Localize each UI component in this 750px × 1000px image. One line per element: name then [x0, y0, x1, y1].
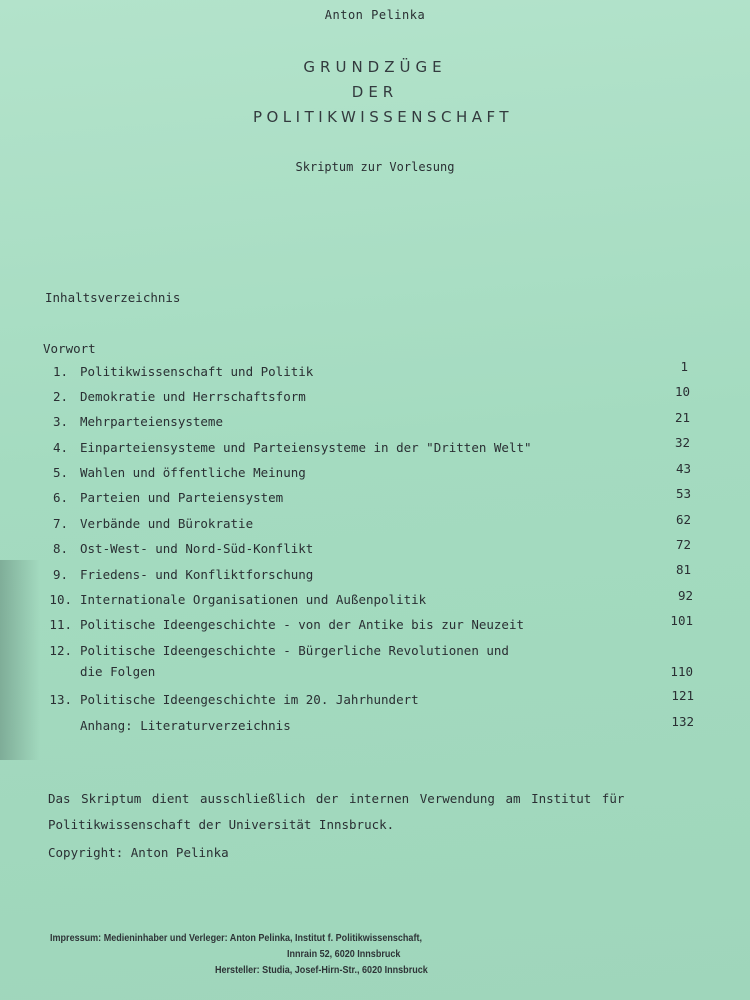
toc-item-page: 53: [675, 486, 691, 501]
toc-item-label: die Folgen: [80, 664, 156, 679]
document-subtitle: Skriptum zur Vorlesung: [295, 160, 455, 174]
toc-item-page: 81: [675, 562, 691, 577]
usage-note-line-2: Politikwissenschaft der Universität Innsbruck.: [48, 817, 395, 832]
toc-item-number: 6.: [52, 490, 68, 505]
toc-item-label: Anhang: Literaturverzeichnis: [80, 718, 291, 733]
toc-item-label: Demokratie und Herrschaftsform: [80, 389, 306, 404]
impressum-line-1: Impressum: Medieninhaber und Verleger: Anton Pelinka, Institut f. Politikwissenschaft,: [50, 932, 422, 944]
toc-item-number: 13.: [49, 692, 72, 707]
toc-item-number: 9.: [52, 567, 68, 582]
toc-item-number: 2.: [52, 389, 68, 404]
toc-item-number: 8.: [52, 541, 68, 556]
toc-item-number: 7.: [52, 516, 68, 531]
toc-item-page: 21: [674, 410, 690, 425]
toc-item-number: 3.: [52, 414, 68, 429]
toc-item-page: 43: [675, 461, 691, 476]
toc-item-label: Ost-West- und Nord-Süd-Konflikt: [80, 541, 314, 556]
toc-item-label: Politische Ideengeschichte - von der Antike bis zur Neuzeit: [80, 617, 525, 632]
toc-item-page: 121: [671, 688, 694, 703]
toc-item-number: 5.: [52, 465, 68, 480]
toc-item-page: 10: [674, 384, 690, 399]
title-line-1: GRUNDZÜGE: [303, 58, 447, 76]
toc-item-page: 1: [680, 359, 688, 374]
usage-note-line-1: Das Skriptum dient ausschließlich der internen Verwendung am Institut für: [48, 791, 625, 806]
toc-item-label: Politische Ideengeschichte im 20. Jahrhundert: [80, 692, 419, 707]
title-line-3: POLITIKWISSENSCHAFT: [252, 108, 514, 126]
toc-item-label: Internationale Organisationen und Außenpolitik: [80, 592, 427, 607]
impressum-line-3: Hersteller: Studia, Josef-Hirn-Str., 6020 Innsbruck: [215, 964, 428, 976]
toc-item-label: Verbände und Bürokratie: [80, 516, 254, 531]
toc-item-label: Politikwissenschaft und Politik: [80, 364, 314, 379]
toc-item-label: Politische Ideengeschichte - Bürgerliche Revolutionen und: [80, 643, 509, 658]
toc-item-number: 11.: [49, 617, 72, 632]
toc-item-page: 32: [674, 435, 690, 450]
toc-item-label: Parteien und Parteiensystem: [80, 490, 284, 505]
title-line-2: DER: [351, 83, 399, 101]
toc-heading: Inhaltsverzeichnis: [45, 290, 181, 305]
toc-item-page: 92: [677, 588, 693, 603]
toc-item-number: 10.: [49, 592, 72, 607]
toc-preface: Vorwort: [43, 341, 96, 356]
toc-item-page: 72: [675, 537, 691, 552]
toc-item-page: 110: [670, 664, 693, 679]
toc-item-number: 1.: [52, 364, 68, 379]
toc-item-label: Mehrparteiensysteme: [80, 414, 223, 429]
toc-item-number: 4.: [52, 440, 68, 455]
copyright-line: Copyright: Anton Pelinka: [48, 845, 229, 860]
toc-item-page: 132: [671, 714, 694, 729]
toc-item-label: Wahlen und öffentliche Meinung: [80, 465, 306, 480]
toc-item-page: 62: [675, 512, 691, 527]
toc-item-page: 101: [670, 613, 693, 628]
toc-item-label: Friedens- und Konfliktforschung: [80, 567, 314, 582]
toc-item-number: 12.: [49, 643, 72, 658]
toc-item-label: Einparteiensysteme und Parteiensysteme in der "Dritten Welt": [80, 440, 532, 455]
author-name: Anton Pelinka: [324, 8, 426, 22]
impressum-line-2: Innrain 52, 6020 Innsbruck: [287, 948, 401, 960]
